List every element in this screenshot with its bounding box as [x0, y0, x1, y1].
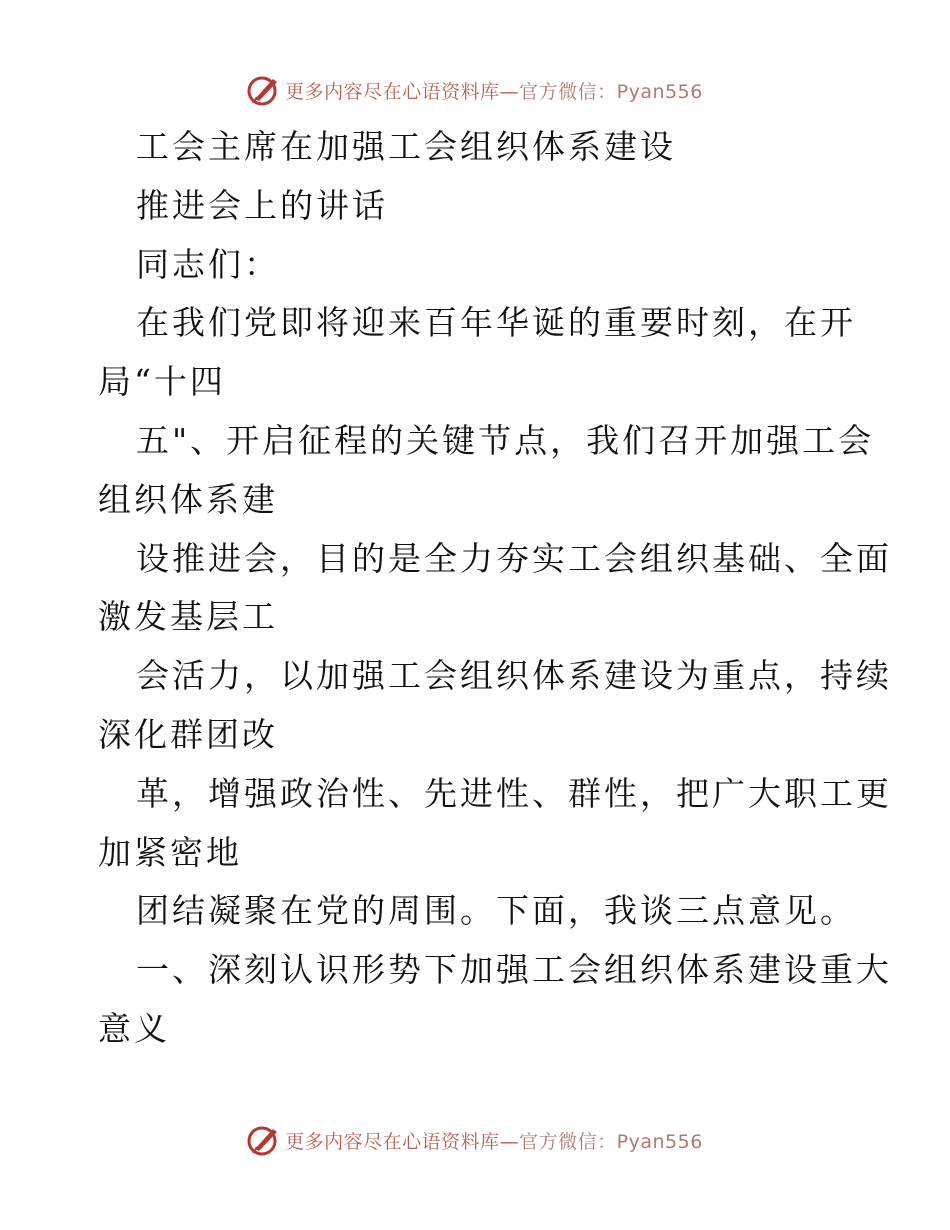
text-line: 在我们党即将迎来百年华诞的重要时刻，在开	[136, 303, 856, 343]
footer-watermark	[0, 1120, 950, 1160]
quill-logo-icon	[247, 1123, 281, 1157]
watermark-wechat: 官方微信：Pyan556	[519, 80, 703, 103]
text-line: 局“十四	[98, 362, 226, 402]
document-body	[98, 118, 892, 1059]
text-line: 意义	[98, 1008, 170, 1048]
text-line: 工会主席在加强工会组织体系建设	[136, 127, 676, 166]
watermark-text	[285, 77, 703, 104]
text-line: 推进会上的讲话	[136, 185, 388, 225]
text-line: 五"、开启征程的关键节点，我们召开加强工会	[136, 420, 875, 460]
header-watermark	[0, 70, 950, 110]
text-line: 同志们：	[136, 244, 280, 284]
text-line: 团结凝聚在党的周围。下面，我谈三点意见。	[136, 891, 856, 931]
text-line: 会活力，以加强工会组织体系建设为重点，持续	[136, 656, 892, 696]
watermark-wechat: 官方微信：Pyan556	[519, 1130, 703, 1153]
watermark-main: 更多内容尽在心语资料库—	[285, 80, 520, 103]
text-line: 加紧密地	[98, 832, 242, 872]
text-line: 组织体系建	[98, 479, 278, 519]
text-line: 革，增强政治性、先进性、群性，把广大职工更	[136, 773, 892, 813]
text-line: 一、深刻认识形势下加强工会组织体系建设重大	[136, 950, 892, 990]
text-line: 激发基层工	[98, 597, 278, 637]
text-line: 深化群团改	[98, 714, 278, 754]
text-line: 设推进会，目的是全力夯实工会组织基础、全面	[136, 538, 892, 578]
watermark-text	[285, 1127, 703, 1154]
watermark-main: 更多内容尽在心语资料库—	[285, 1130, 520, 1153]
quill-logo-icon	[247, 73, 281, 107]
